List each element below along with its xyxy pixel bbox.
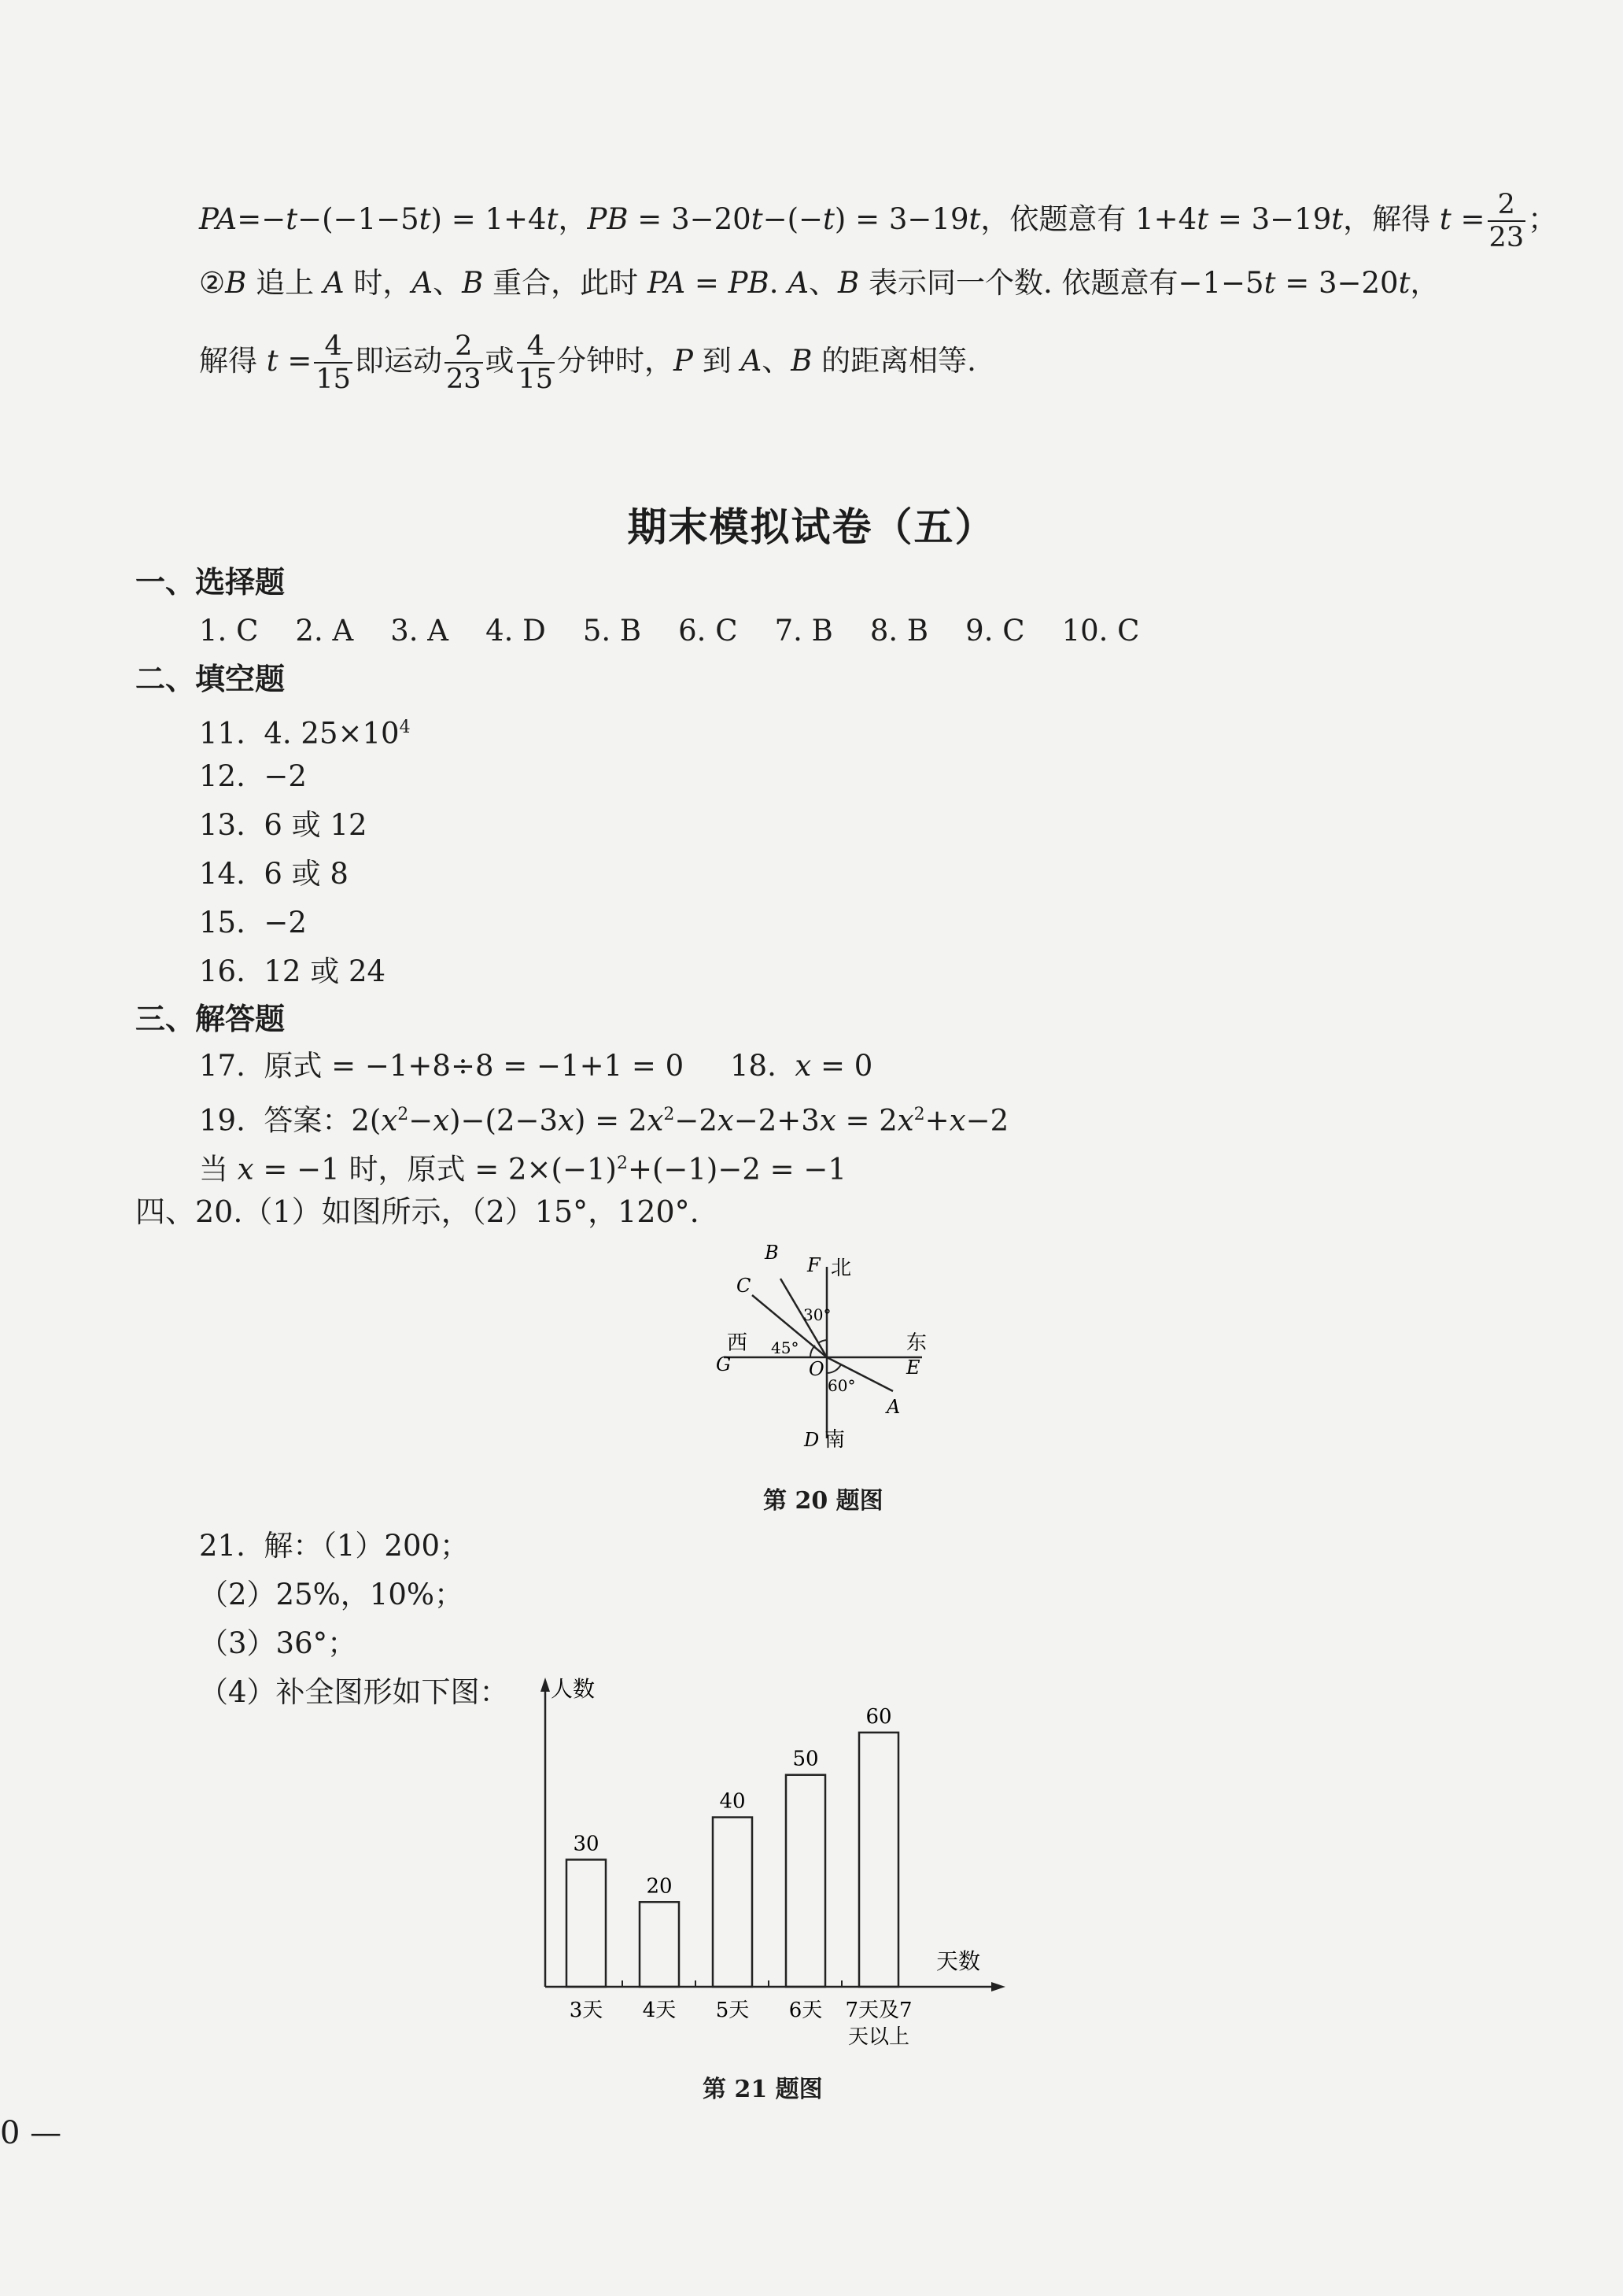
figure-21-bar-chart: [519, 1668, 1031, 2062]
answer-16: 16. 12 或 24: [199, 954, 386, 988]
y-axis-label: 人数: [551, 1676, 596, 1702]
category-label-4-line-1: 6天: [788, 1999, 823, 2022]
bar-value-label-5: 60: [865, 1704, 892, 1729]
label-F: F: [807, 1254, 821, 1276]
section-solve-heading: 三、解答题: [135, 1001, 286, 1036]
bar-value-label-3: 40: [719, 1789, 746, 1814]
answer-21-part3: （3）36°；: [199, 1626, 357, 1660]
category-label-2-line-1: 4天: [642, 1999, 677, 2022]
bar-3: [713, 1818, 752, 1987]
bar-value-label-2: 20: [646, 1874, 673, 1899]
answer-11: 11. 4. $25\times 10^4$: [199, 716, 411, 751]
answer-17-18: 17. 原式 = −1+8÷8 = −1+1 = 0 18. x = 0: [199, 1049, 873, 1083]
label-45-degrees: 45°: [771, 1338, 799, 1357]
x-axis-label: 天数: [936, 1948, 981, 1974]
category-label-5-line-2: 天以上: [847, 2025, 910, 2049]
solution-line-3: 解得 t = $\frac{4}{15}$ 即运动 $\frac{2}{23}$ 或 $\frac{4}{15}$ 分钟时，P 到 A、B 的距离相等.: [199, 330, 976, 396]
category-label-1-line-1: 3天: [569, 1999, 603, 2022]
answer-15: 15. −2: [199, 906, 307, 939]
figure-21-caption: 第 21 题图: [703, 2076, 823, 2103]
fraction-2-23: $\frac{2}{23}$: [1488, 189, 1525, 254]
label-G: G: [716, 1353, 732, 1375]
label-60-degrees: 60°: [828, 1376, 856, 1395]
solution-line-1: PA=−t−(−1−5t) = 1+4t，PB = 3−20t−(−t) = 3−19t，依题意有 1+4t = 3−19t，解得 t = $\frac{2}{23}$ ；: [199, 189, 1558, 254]
angle-arc-45: [810, 1345, 815, 1357]
answer-21-part4: （4）补全图形如下图：: [199, 1675, 509, 1709]
figure-20-caption: 第 20 题图: [763, 1487, 883, 1515]
label-A: A: [887, 1396, 901, 1418]
answer-13: 13. 6 或 12: [199, 808, 367, 842]
bar-4: [786, 1775, 825, 1987]
label-B: B: [765, 1242, 779, 1264]
bar-2: [640, 1902, 679, 1987]
label-D: D: [804, 1429, 820, 1451]
answer-21-part2: （2）25%，10%；: [199, 1578, 464, 1611]
label-O: O: [809, 1358, 824, 1380]
label-east: 东: [906, 1331, 928, 1355]
fraction-4-15: $\frac{4}{15}$: [315, 330, 351, 396]
label-E: E: [906, 1357, 920, 1379]
page-number: 0 —: [0, 2115, 62, 2151]
answer-19: 19. 答案：$2(x^2-x)-(2-3x) = 2x^2-2x-2+3x = 2x^2+x-2$: [199, 1103, 1009, 1138]
y-axis-arrow: [540, 1678, 550, 1692]
answer-12: 12. −2: [199, 759, 307, 793]
category-label-5-line-1: 7天及7: [845, 1999, 913, 2022]
solution-line-2: ②B 追上 A 时，A、B 重合，此时 PA = PB. A、B 表示同一个数. 依题意有−1−5t = 3−20t，: [199, 266, 1440, 300]
label-north: 北: [831, 1257, 852, 1280]
x-axis-arrow: [991, 1982, 1005, 1991]
category-label-3-line-1: 5天: [715, 1999, 750, 2022]
answer-19-evaluation: 当 x = −1 时，原式 = $2\times(-1)^2+(-1)-2 = -1$: [199, 1152, 847, 1187]
section-fill-heading: 二、填空题: [135, 661, 286, 696]
choice-answers: 1. C 2. A 3. A 4. D 5. B 6. C 7. B 8. B 9. C 10. C: [199, 614, 1140, 648]
bar-value-label-4: 50: [792, 1747, 819, 1771]
label-west: 西: [727, 1331, 748, 1355]
answer-21-part1: 21. 解：（1）200；: [199, 1529, 470, 1563]
label-C: C: [736, 1275, 751, 1297]
section-4-answer-20: 四、20.（1）如图所示，（2）15°，120°.: [135, 1194, 699, 1229]
figure-20-direction-diagram: [692, 1235, 960, 1471]
section-choice-heading: 一、选择题: [135, 564, 286, 600]
page-title: 期末模拟试卷（五）: [627, 504, 996, 550]
bars-group: [566, 1705, 913, 2049]
bar-1: [566, 1859, 606, 1987]
label-30-degrees: 30°: [803, 1305, 832, 1324]
angle-arc-30: [818, 1340, 827, 1343]
bar-5: [859, 1733, 898, 1987]
bar-value-label-1: 30: [573, 1832, 599, 1856]
answer-14: 14. 6 或 8: [199, 857, 349, 891]
label-south: 南: [824, 1428, 846, 1452]
angle-arc-60: [827, 1364, 841, 1373]
fraction-2-23-b: $\frac{2}{23}$: [445, 330, 481, 396]
fraction-4-15-b: $\frac{4}{15}$: [518, 330, 554, 396]
